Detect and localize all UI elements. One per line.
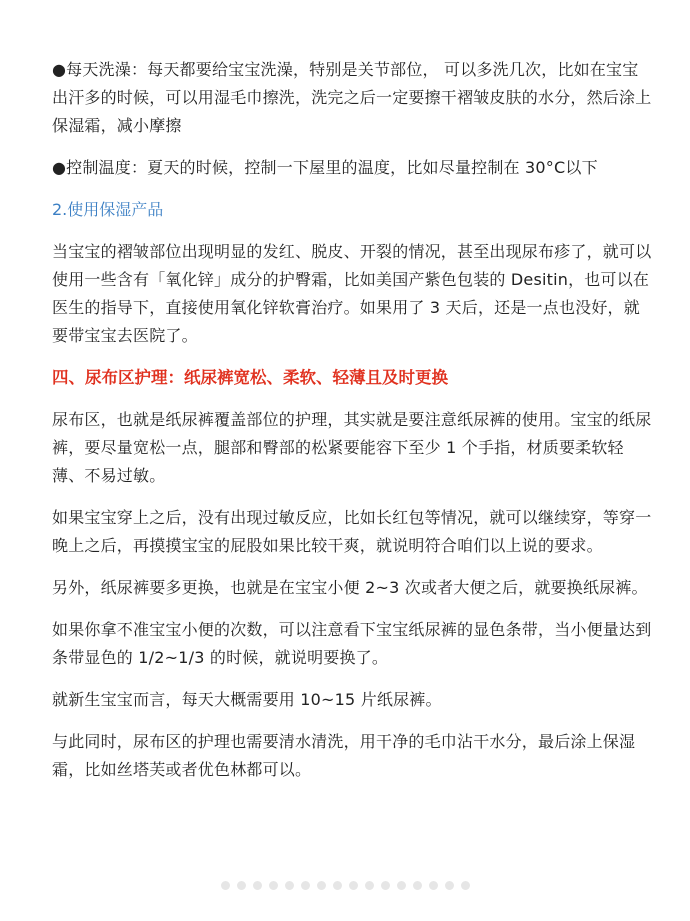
paragraph-cleaning: 与此同时，尿布区的护理也需要清水清洗，用干净的毛巾沾干水分，最后涂上保湿霜，比如丝塔芙或者优色林都可以。 [52, 732, 636, 779]
dot-icon [429, 881, 438, 890]
dot-icon [301, 881, 310, 890]
section-heading-diaper-care: 四、尿布区护理：纸尿裤宽松、柔软、轻薄且及时更换 [52, 368, 448, 387]
watermark-dots [0, 870, 690, 900]
article-body [52, 56, 652, 784]
dot-icon [317, 881, 326, 890]
dot-icon [445, 881, 454, 890]
subheading-moisturizer: 2.使用保湿产品 [52, 200, 164, 219]
paragraph-newborn-usage: 就新生宝宝而言，每天大概需要用 10~15 片纸尿裤。 [52, 690, 442, 709]
bullet-control-temperature: ●控制温度：夏天的时候，控制一下屋里的温度，比如尽量控制在 30°C以下 [52, 158, 598, 177]
dot-icon [461, 881, 470, 890]
paragraph-indicator-strip: 如果你拿不准宝宝小便的次数，可以注意看下宝宝纸尿裤的显色条带，当小便量达到条带显色的 1/2~1/3 的时候，就说明要换了。 [52, 620, 652, 667]
dot-icon [349, 881, 358, 890]
dot-icon [253, 881, 262, 890]
paragraph-diaper-change: 另外，纸尿裤要多更换，也就是在宝宝小便 2~3 次或者大便之后，就要换纸尿裤。 [52, 578, 648, 597]
dot-icon [397, 881, 406, 890]
dot-icon [413, 881, 422, 890]
bullet-daily-bath: ●每天洗澡：每天都要给宝宝洗澡，特别是关节部位， 可以多洗几次，比如在宝宝出汗多的时候，可以用湿毛巾擦洗，洗完之后一定要擦干褶皱皮肤的水分，然后涂上保湿霜，减小摩擦 [52, 60, 652, 135]
dot-icon [237, 881, 246, 890]
dot-icon [333, 881, 342, 890]
dot-icon [365, 881, 374, 890]
dot-icon [285, 881, 294, 890]
dot-icon [381, 881, 390, 890]
dot-icon [269, 881, 278, 890]
paragraph-moisturizer: 当宝宝的褶皱部位出现明显的发红、脱皮、开裂的情况，甚至出现尿布疹了，就可以使用一些含有「氧化锌」成分的护臀霜，比如美国产紫色包装的 Desitin，也可以在医生的指导下，直接使用氧化锌软膏治疗。如果用了 3 天后，还是一点也没好，就要带宝宝去医院了。 [52, 242, 652, 345]
paragraph-diaper-check: 如果宝宝穿上之后，没有出现过敏反应，比如长红包等情况，就可以继续穿，等穿一晚上之后，再摸摸宝宝的屁股如果比较干爽，就说明符合咱们以上说的要求。 [52, 508, 652, 555]
paragraph-diaper-fit: 尿布区，也就是纸尿裤覆盖部位的护理，其实就是要注意纸尿裤的使用。宝宝的纸尿裤，要尽量宽松一点，腿部和臀部的松紧要能容下至少 1 个手指，材质要柔软轻薄、不易过敏。 [52, 410, 652, 485]
dot-icon [221, 881, 230, 890]
